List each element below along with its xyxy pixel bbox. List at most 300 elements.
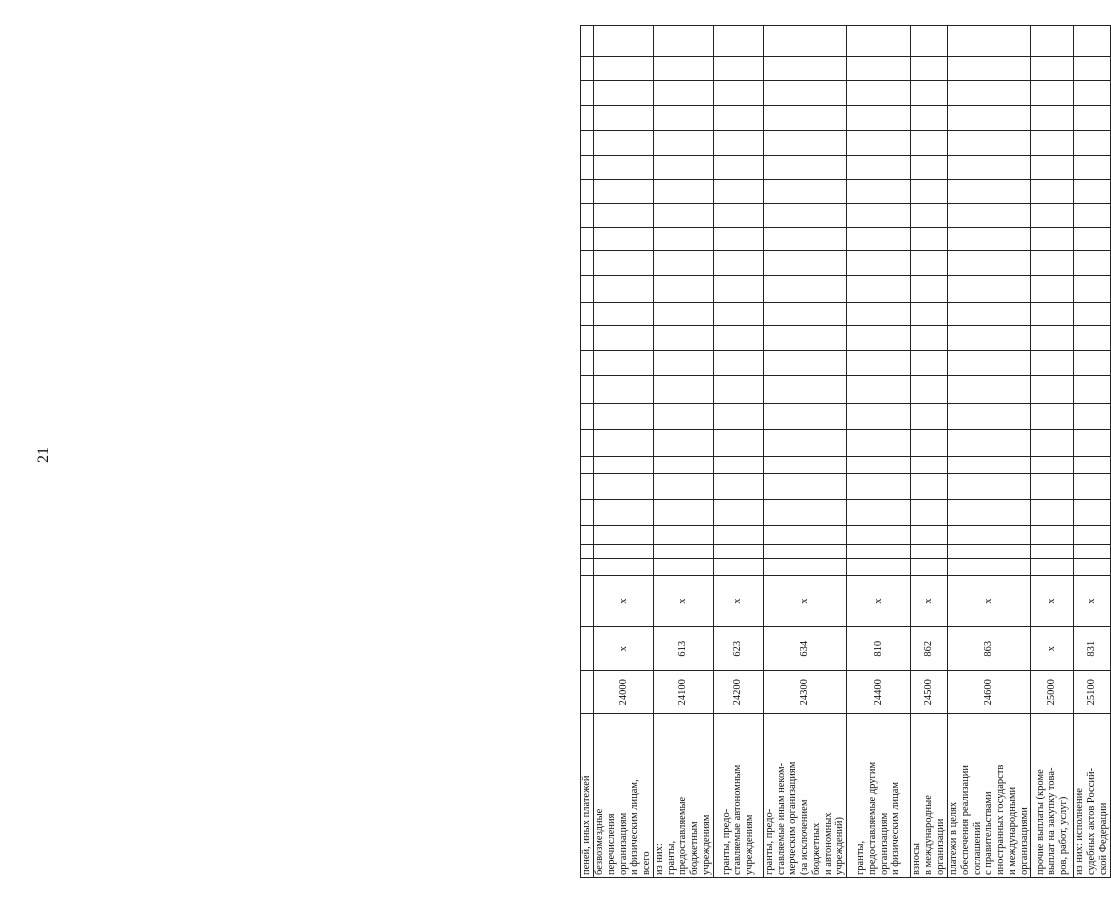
- empty-cell: [911, 326, 948, 351]
- table-row: [763, 26, 846, 878]
- empty-cell: [1074, 302, 1110, 326]
- empty-cell: [763, 559, 846, 576]
- empty-cell: [594, 403, 654, 429]
- empty-cell: [1031, 456, 1074, 474]
- row-kbk-text: 863: [983, 640, 995, 657]
- empty-cell: [911, 130, 948, 155]
- empty-cell: [713, 326, 763, 351]
- row-x-marker: [1074, 575, 1110, 627]
- row-code: [763, 670, 846, 713]
- empty-cell: [594, 544, 654, 558]
- row-label: [653, 714, 713, 878]
- row-code: [948, 670, 1031, 713]
- empty-cell: [594, 302, 654, 326]
- row-label-text: гранты, предоставляемые другим организациям и физическим лицам: [855, 761, 902, 875]
- empty-cell: [594, 500, 654, 526]
- empty-cell: [948, 526, 1031, 545]
- empty-cell: [713, 130, 763, 155]
- empty-cell: [713, 204, 763, 228]
- empty-cell: [581, 500, 594, 526]
- empty-cell: [847, 302, 911, 326]
- empty-cell: [594, 351, 654, 376]
- empty-cell: [763, 429, 846, 456]
- empty-cell: [653, 228, 713, 251]
- row-x-marker: [847, 575, 911, 627]
- empty-cell: [763, 204, 846, 228]
- row-x-marker: [911, 575, 948, 627]
- table-row: [594, 26, 654, 878]
- empty-cell: [763, 105, 846, 130]
- empty-cell: [713, 57, 763, 81]
- table-row: [847, 26, 911, 878]
- row-label-text: из них: гранты, предоставляемые бюджетным учреждениям: [653, 796, 712, 875]
- row-label: [911, 714, 948, 878]
- empty-cell: [581, 526, 594, 545]
- empty-cell: [713, 429, 763, 456]
- empty-cell: [581, 155, 594, 180]
- empty-cell: [847, 474, 911, 500]
- row-kbk: [581, 627, 594, 670]
- empty-cell: [653, 326, 713, 351]
- row-code-text: 24300: [799, 679, 810, 706]
- empty-cell: [948, 429, 1031, 456]
- empty-cell: [763, 456, 846, 474]
- empty-cell: [1074, 351, 1110, 376]
- empty-cell: [581, 351, 594, 376]
- empty-cell: [1074, 500, 1110, 526]
- empty-cell: [1074, 429, 1110, 456]
- row-label-text: прочие выплаты (кроме выплат на закупку това- ров, работ, услуг): [1034, 767, 1070, 875]
- row-x-marker: [594, 575, 654, 627]
- row-x-marker-text: x: [677, 598, 689, 604]
- row-code-text: 24100: [677, 679, 689, 706]
- empty-cell: [911, 376, 948, 404]
- empty-cell: [1074, 559, 1110, 576]
- table-row: [948, 26, 1031, 878]
- empty-cell: [581, 180, 594, 204]
- empty-cell: [1074, 204, 1110, 228]
- empty-cell: [1074, 81, 1110, 106]
- empty-cell: [713, 544, 763, 558]
- empty-cell: [763, 130, 846, 155]
- row-label-text: гранты, предо- ставляемые иным неком- мерческим организациям (за исключением бюджетных и автономных учреждений): [763, 761, 846, 875]
- table-row: [581, 26, 594, 878]
- empty-cell: [581, 559, 594, 576]
- empty-cell: [763, 403, 846, 429]
- empty-cell: [653, 403, 713, 429]
- empty-cell: [713, 26, 763, 57]
- empty-cell: [594, 250, 654, 275]
- empty-cell: [653, 275, 713, 302]
- empty-cell: [763, 376, 846, 404]
- empty-cell: [847, 351, 911, 376]
- empty-cell: [847, 456, 911, 474]
- empty-cell: [653, 544, 713, 558]
- empty-cell: [763, 351, 846, 376]
- empty-cell: [763, 155, 846, 180]
- empty-cell: [948, 130, 1031, 155]
- empty-cell: [948, 180, 1031, 204]
- empty-cell: [1031, 250, 1074, 275]
- empty-cell: [653, 130, 713, 155]
- empty-cell: [1074, 250, 1110, 275]
- empty-cell: [1031, 326, 1074, 351]
- empty-cell: [1031, 228, 1074, 251]
- empty-cell: [653, 26, 713, 57]
- empty-cell: [948, 559, 1031, 576]
- empty-cell: [948, 250, 1031, 275]
- row-label: [847, 714, 911, 878]
- row-x-marker-text: x: [799, 598, 810, 604]
- empty-cell: [713, 228, 763, 251]
- empty-cell: [847, 105, 911, 130]
- empty-cell: [948, 81, 1031, 106]
- empty-cell: [713, 526, 763, 545]
- empty-cell: [713, 403, 763, 429]
- empty-cell: [581, 429, 594, 456]
- empty-cell: [653, 429, 713, 456]
- empty-cell: [911, 204, 948, 228]
- row-kbk: [763, 627, 846, 670]
- empty-cell: [1074, 403, 1110, 429]
- row-x-marker-text: x: [1086, 598, 1097, 604]
- row-label: [948, 714, 1031, 878]
- empty-cell: [911, 403, 948, 429]
- empty-cell: [911, 559, 948, 576]
- row-x-marker-text: x: [983, 598, 995, 604]
- row-code-text: 24500: [923, 679, 935, 706]
- empty-cell: [594, 429, 654, 456]
- empty-cell: [847, 326, 911, 351]
- empty-cell: [847, 155, 911, 180]
- empty-cell: [763, 326, 846, 351]
- row-code: [1074, 670, 1110, 713]
- row-label-text: взносы в международные организации: [911, 795, 946, 875]
- empty-cell: [847, 228, 911, 251]
- empty-cell: [594, 326, 654, 351]
- empty-cell: [847, 500, 911, 526]
- empty-cell: [581, 130, 594, 155]
- empty-cell: [653, 155, 713, 180]
- row-code: [1031, 670, 1074, 713]
- row-kbk-text: x: [617, 646, 629, 652]
- empty-cell: [911, 26, 948, 57]
- empty-cell: [847, 57, 911, 81]
- empty-cell: [847, 81, 911, 106]
- empty-cell: [1031, 26, 1074, 57]
- row-label: [594, 714, 654, 878]
- row-kbk: [713, 627, 763, 670]
- empty-cell: [1074, 228, 1110, 251]
- empty-cell: [594, 275, 654, 302]
- empty-cell: [653, 81, 713, 106]
- empty-cell: [713, 351, 763, 376]
- empty-cell: [1074, 105, 1110, 130]
- empty-cell: [713, 105, 763, 130]
- rotated-table-container: [580, 25, 1109, 878]
- empty-cell: [948, 275, 1031, 302]
- empty-cell: [1031, 204, 1074, 228]
- row-kbk-text: x: [1046, 646, 1058, 652]
- empty-cell: [911, 544, 948, 558]
- empty-cell: [594, 105, 654, 130]
- empty-cell: [763, 26, 846, 57]
- empty-cell: [948, 351, 1031, 376]
- empty-cell: [1031, 130, 1074, 155]
- empty-cell: [594, 456, 654, 474]
- row-kbk-text: 810: [872, 640, 884, 657]
- row-x-marker: [581, 575, 594, 627]
- empty-cell: [763, 57, 846, 81]
- empty-cell: [911, 500, 948, 526]
- empty-cell: [1031, 351, 1074, 376]
- empty-cell: [911, 474, 948, 500]
- empty-cell: [1031, 275, 1074, 302]
- row-x-marker: [1031, 575, 1074, 627]
- table-row: [713, 26, 763, 878]
- empty-cell: [653, 559, 713, 576]
- empty-cell: [713, 81, 763, 106]
- row-label: [763, 714, 846, 878]
- empty-cell: [911, 57, 948, 81]
- empty-cell: [653, 351, 713, 376]
- table-row: [911, 26, 948, 878]
- empty-cell: [911, 81, 948, 106]
- empty-cell: [581, 228, 594, 251]
- empty-cell: [653, 526, 713, 545]
- empty-cell: [763, 228, 846, 251]
- empty-cell: [948, 105, 1031, 130]
- empty-cell: [653, 204, 713, 228]
- empty-cell: [713, 302, 763, 326]
- empty-cell: [713, 559, 763, 576]
- empty-cell: [948, 376, 1031, 404]
- empty-cell: [581, 250, 594, 275]
- empty-cell: [1031, 155, 1074, 180]
- empty-cell: [581, 26, 594, 57]
- row-code-text: 24400: [872, 679, 884, 706]
- empty-cell: [581, 275, 594, 302]
- row-code: [594, 670, 654, 713]
- empty-cell: [713, 180, 763, 204]
- empty-cell: [653, 500, 713, 526]
- row-code: [911, 670, 948, 713]
- empty-cell: [653, 474, 713, 500]
- row-kbk-text: 634: [799, 640, 810, 657]
- row-x-marker: [763, 575, 846, 627]
- empty-cell: [847, 544, 911, 558]
- empty-cell: [1074, 26, 1110, 57]
- empty-cell: [847, 250, 911, 275]
- empty-cell: [1074, 456, 1110, 474]
- empty-cell: [594, 57, 654, 81]
- row-label: [1031, 714, 1074, 878]
- row-x-marker-text: x: [923, 598, 935, 604]
- row-x-marker: [948, 575, 1031, 627]
- empty-cell: [594, 26, 654, 57]
- empty-cell: [653, 105, 713, 130]
- empty-cell: [653, 302, 713, 326]
- empty-cell: [948, 500, 1031, 526]
- empty-cell: [594, 155, 654, 180]
- empty-cell: [653, 456, 713, 474]
- row-kbk: [911, 627, 948, 670]
- empty-cell: [1074, 526, 1110, 545]
- empty-cell: [948, 474, 1031, 500]
- empty-cell: [948, 155, 1031, 180]
- empty-cell: [847, 376, 911, 404]
- row-kbk: [948, 627, 1031, 670]
- empty-cell: [581, 302, 594, 326]
- empty-cell: [1074, 376, 1110, 404]
- empty-cell: [911, 429, 948, 456]
- empty-cell: [581, 81, 594, 106]
- empty-cell: [763, 302, 846, 326]
- table-row: [653, 26, 713, 878]
- row-x-marker-text: x: [732, 598, 744, 604]
- empty-cell: [911, 456, 948, 474]
- row-label: [581, 714, 594, 878]
- empty-cell: [911, 155, 948, 180]
- empty-cell: [713, 376, 763, 404]
- empty-cell: [948, 204, 1031, 228]
- row-code-text: 24000: [617, 679, 629, 706]
- empty-cell: [713, 275, 763, 302]
- empty-cell: [713, 250, 763, 275]
- empty-cell: [1074, 155, 1110, 180]
- empty-cell: [581, 403, 594, 429]
- empty-cell: [1074, 180, 1110, 204]
- empty-cell: [713, 500, 763, 526]
- empty-cell: [847, 130, 911, 155]
- empty-cell: [653, 57, 713, 81]
- row-label-text: безвозмездные перечисления организациям и физическим лицам, всего: [594, 779, 652, 875]
- budget-table: [580, 25, 1111, 878]
- empty-cell: [911, 351, 948, 376]
- empty-cell: [581, 376, 594, 404]
- empty-cell: [1031, 105, 1074, 130]
- empty-cell: [911, 250, 948, 275]
- empty-cell: [847, 403, 911, 429]
- empty-cell: [763, 500, 846, 526]
- empty-cell: [1031, 403, 1074, 429]
- empty-cell: [1031, 559, 1074, 576]
- empty-cell: [847, 26, 911, 57]
- empty-cell: [911, 275, 948, 302]
- row-kbk: [1074, 627, 1110, 670]
- empty-cell: [1074, 57, 1110, 81]
- empty-cell: [763, 275, 846, 302]
- empty-cell: [713, 155, 763, 180]
- row-kbk-text: 613: [677, 640, 689, 657]
- empty-cell: [594, 180, 654, 204]
- empty-cell: [1031, 429, 1074, 456]
- empty-cell: [847, 429, 911, 456]
- empty-cell: [911, 228, 948, 251]
- empty-cell: [594, 559, 654, 576]
- empty-cell: [948, 326, 1031, 351]
- empty-cell: [763, 544, 846, 558]
- empty-cell: [911, 180, 948, 204]
- row-kbk: [1031, 627, 1074, 670]
- empty-cell: [911, 526, 948, 545]
- empty-cell: [847, 526, 911, 545]
- table-row: [1074, 26, 1110, 878]
- empty-cell: [948, 26, 1031, 57]
- empty-cell: [594, 204, 654, 228]
- row-label-text: из них: исполнение судебных актов Россий- ской Федерации: [1074, 767, 1109, 875]
- empty-cell: [594, 474, 654, 500]
- empty-cell: [581, 57, 594, 81]
- empty-cell: [948, 544, 1031, 558]
- row-x-marker: [713, 575, 763, 627]
- empty-cell: [581, 105, 594, 130]
- empty-cell: [594, 376, 654, 404]
- empty-cell: [653, 250, 713, 275]
- empty-cell: [1031, 81, 1074, 106]
- row-kbk-text: 862: [923, 640, 935, 657]
- row-label-text: пеней, иных платежей: [581, 775, 593, 875]
- empty-cell: [1031, 180, 1074, 204]
- empty-cell: [911, 302, 948, 326]
- row-x-marker-text: x: [617, 598, 629, 604]
- row-code-text: 25000: [1046, 679, 1058, 706]
- empty-cell: [1031, 526, 1074, 545]
- row-label-text: платежи в целях обеспечения реализации соглашений с правительствами иностранных государств и международными организациями: [948, 764, 1030, 875]
- empty-cell: [1031, 376, 1074, 404]
- empty-cell: [847, 180, 911, 204]
- empty-cell: [1031, 302, 1074, 326]
- empty-cell: [847, 275, 911, 302]
- empty-cell: [847, 204, 911, 228]
- row-code: [713, 670, 763, 713]
- empty-cell: [1031, 474, 1074, 500]
- empty-cell: [763, 81, 846, 106]
- page-number: 21: [35, 447, 52, 463]
- row-x-marker: [653, 575, 713, 627]
- row-label: [713, 714, 763, 878]
- row-kbk: [594, 627, 654, 670]
- empty-cell: [1074, 544, 1110, 558]
- row-label: [1074, 714, 1110, 878]
- empty-cell: [1031, 544, 1074, 558]
- empty-cell: [581, 474, 594, 500]
- empty-cell: [763, 250, 846, 275]
- empty-cell: [948, 403, 1031, 429]
- empty-cell: [594, 526, 654, 545]
- empty-cell: [1031, 57, 1074, 81]
- empty-cell: [763, 180, 846, 204]
- empty-cell: [594, 81, 654, 106]
- empty-cell: [653, 180, 713, 204]
- row-kbk-text: 623: [732, 640, 744, 657]
- empty-cell: [1074, 130, 1110, 155]
- empty-cell: [594, 228, 654, 251]
- empty-cell: [1074, 275, 1110, 302]
- row-code: [581, 670, 594, 713]
- row-code: [847, 670, 911, 713]
- empty-cell: [713, 456, 763, 474]
- row-code: [653, 670, 713, 713]
- empty-cell: [763, 526, 846, 545]
- empty-cell: [581, 326, 594, 351]
- row-x-marker-text: x: [872, 598, 884, 604]
- empty-cell: [847, 559, 911, 576]
- empty-cell: [763, 474, 846, 500]
- empty-cell: [948, 302, 1031, 326]
- empty-cell: [1074, 474, 1110, 500]
- table-row: [1031, 26, 1074, 878]
